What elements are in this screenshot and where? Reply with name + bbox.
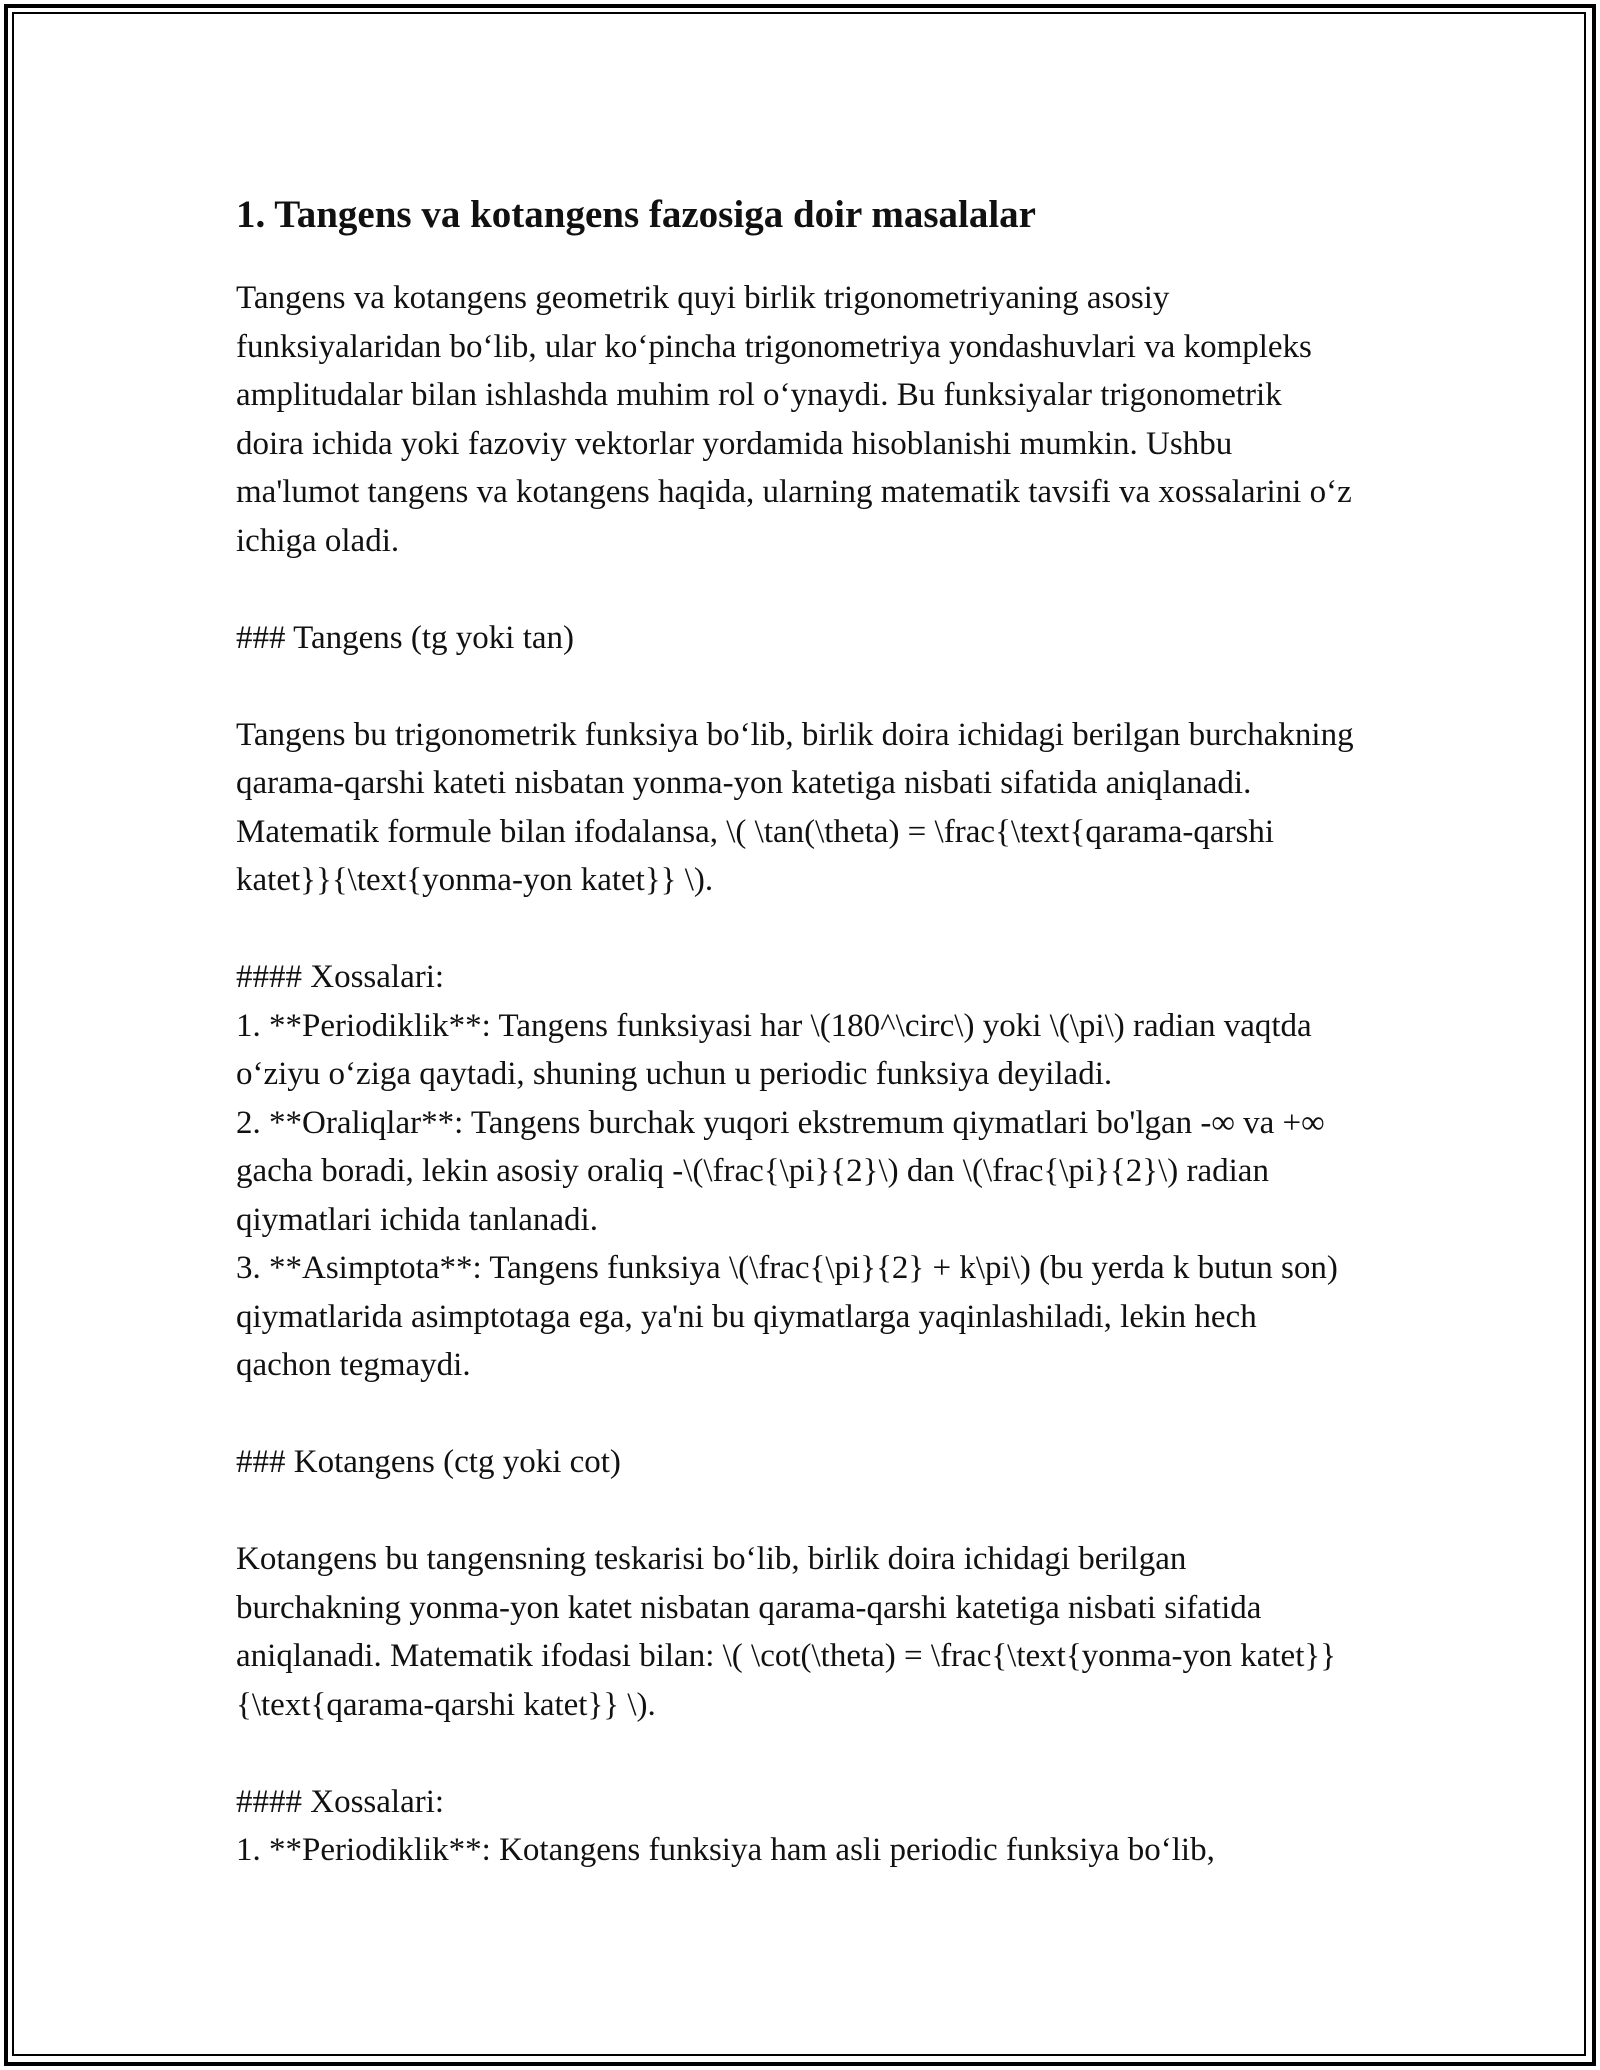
spacer: [236, 662, 1356, 711]
document-body: [236, 186, 1362, 1875]
tangens-paragraph: Tangens bu trigonometrik funksiya bo‘lib, birlik doira ichidagi berilgan burchakning qarama-qarshi kateti nisbatan yonma-yon katetiga nisbati sifatida aniqlanadi. Matematik formule bilan ifodalansa, \( \tan(\theta) = \frac{\text{qarama-qarshi katet}}{\text{yonma-yon katet}} \).: [236, 716, 1362, 898]
spacer: [236, 905, 1356, 954]
tangens-property-item: 2. **Oraliqlar**: Tangens burchak yuqori ekstremum qiymatlari bo'lgan -∞ va +∞ gacha boradi, lekin asosiy oraliq -\(\frac{\pi}{2}\) dan \(\frac{\pi}{2}\) radian qiymatlari ichida tanlanadi.: [236, 1104, 1333, 1238]
spacer: [236, 1390, 1356, 1439]
spacer: [236, 1729, 1356, 1778]
intro-paragraph: Tangens va kotangens geometrik quyi birlik trigonometriyaning asosiy funksiyalaridan bo‘lib, ular ko‘pincha trigonometriya yondashuvlari va kompleks amplitudalar bilan ishlashda muhim rol o‘ynaydi. Bu funksiyalar trigonometrik doira ichida yoki fazoviy vektorlar yordamida hisoblanishi mumkin. Ushbu ma'lumot tangens va kotangens haqida, ularning matematik tavsifi va xossalarini o‘z ichiga oladi.: [236, 280, 1360, 559]
tangens-property-item: 3. **Asimptota**: Tangens funksiya \(\frac{\pi}{2} + k\pi\) (bu yerda k butun son) qiymatlarida asimptotaga ega, ya'ni bu qiymatlarga yaqinlashiladi, lekin hech qachon tegmaydi.: [236, 1250, 1347, 1383]
spacer: [236, 565, 1356, 614]
tangens-property-item: 1. **Periodiklik**: Tangens funksiyasi har \(180^\circ\) yoki \(\pi\) radian vaqtda o‘ziyu o‘ziga qaytadi, shuning uchun u periodic funksiya deyiladi.: [236, 1007, 1320, 1092]
tangens-heading: ### Tangens (tg yoki tan): [236, 619, 575, 656]
kotangens-properties-heading: #### Xossalari:: [236, 1783, 445, 1820]
kotangens-paragraph: Kotangens bu tangensning teskarisi bo‘lib, birlik doira ichidagi berilgan burchakning yonma-yon katet nisbatan qarama-qarshi katetiga nisbati sifatida aniqlanadi. Matematik ifodasi bilan: \( \cot(\theta) = \frac{\text{yonma-yon katet}}{\text{qarama-qarshi katet}} \).: [236, 1541, 1337, 1723]
spacer: [236, 1487, 1356, 1536]
document-title: 1. Tangens va kotangens fazosiga doir masalalar: [236, 193, 1036, 236]
kotangens-heading: ### Kotangens (ctg yoki cot): [236, 1444, 621, 1480]
kotangens-property-item: 1. **Periodiklik**: Kotangens funksiya ham asli periodic funksiya bo‘lib,: [236, 1832, 1215, 1868]
tangens-properties-heading: #### Xossalari:: [236, 959, 445, 995]
